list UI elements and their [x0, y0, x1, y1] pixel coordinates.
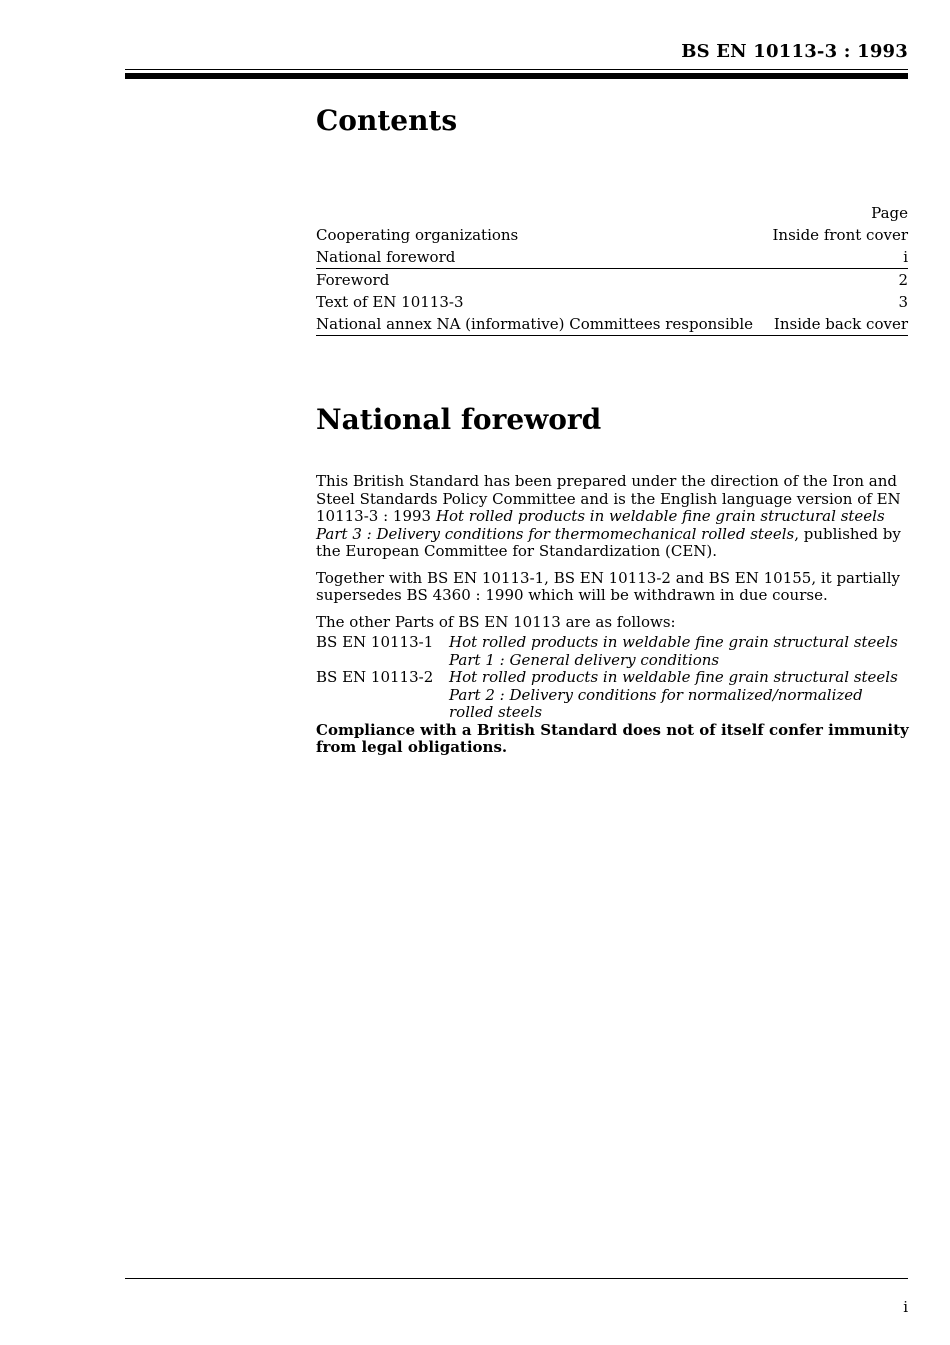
- part-reference: BS EN 10113-2: [316, 668, 434, 686]
- toc-row[interactable]: [316, 246, 908, 269]
- standard-identifier: BS EN 10113-3 : 1993: [681, 41, 908, 62]
- related-parts-list: [316, 634, 911, 722]
- toc-row[interactable]: [316, 269, 908, 291]
- part-title: Hot rolled products in weldable fine grain structural steels Part 1 : General delivery conditions: [449, 633, 898, 669]
- toc-row[interactable]: [316, 224, 908, 246]
- list-item: [316, 634, 911, 669]
- foreword-body: [316, 473, 911, 766]
- contents-title: Contents: [316, 104, 458, 137]
- footer-rule: [125, 1278, 908, 1279]
- part-title: Hot rolled products in weldable fine grain structural steels Part 2 : Delivery conditions for normalized/normalized rolled steels: [449, 668, 898, 721]
- toc-label: National annex NA (informative) Committees responsible: [316, 315, 754, 333]
- page-number: i: [903, 1298, 908, 1316]
- foreword-paragraph-2: Together with BS EN 10113-1, BS EN 10113-2 and BS EN 10155, it partially supersedes BS 4360 : 1990 which will be withdrawn in due course.: [316, 568, 901, 604]
- toc-page: Inside front cover: [772, 226, 908, 244]
- list-item: [316, 669, 911, 722]
- toc-row[interactable]: [316, 313, 908, 336]
- paragraph-text: This British Standard has been prepared under the direction of the Iron and Steel Standards Policy Committee and is the English language version of EN 10113-3 : 1993: [316, 472, 901, 525]
- toc-page: i: [903, 248, 908, 266]
- legal-notice: Compliance with a British Standard does not of itself confer immunity from legal obligations.: [316, 720, 909, 756]
- toc-label: Text of EN 10113-3: [316, 293, 464, 311]
- foreword-paragraph-3: The other Parts of BS EN 10113 are as follows:: [316, 612, 676, 631]
- toc-label: National foreword: [316, 248, 456, 266]
- part-reference: BS EN 10113-1: [316, 633, 434, 651]
- page-column-label: Page: [871, 204, 908, 222]
- toc-page: Inside back cover: [773, 315, 908, 333]
- paragraph-text: , published by the European Committee for Standardization (CEN).: [316, 524, 901, 560]
- toc-label: Foreword: [316, 271, 390, 289]
- foreword-paragraph-1: [316, 473, 911, 561]
- national-foreword-title: National foreword: [316, 403, 602, 436]
- standard-title-italic: Hot rolled products in weldable fine grain structural steels Part 3 : Delivery conditions for thermomechanical rolled steels: [316, 507, 885, 543]
- contents-table: [316, 202, 908, 336]
- header-rule-thick: [125, 73, 908, 79]
- toc-label: Cooperating organizations: [316, 226, 519, 244]
- toc-row[interactable]: [316, 291, 908, 313]
- toc-page: 3: [898, 293, 908, 311]
- header-rule-thin: [125, 69, 908, 70]
- toc-page: 2: [898, 271, 908, 289]
